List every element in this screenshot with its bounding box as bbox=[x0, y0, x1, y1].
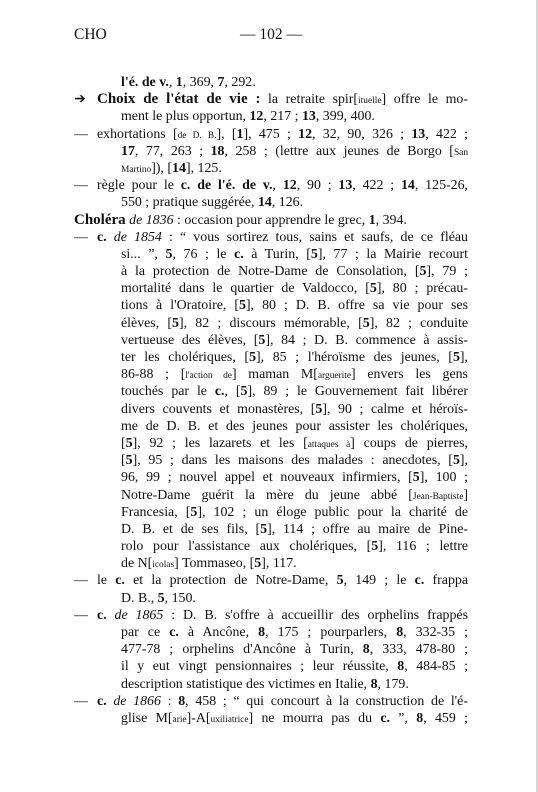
index-line: par ce c. à Ancône, 8, 175 ; pourparlers, 8, 332-35 ; bbox=[121, 625, 468, 640]
index-line: D. B., 5, 150. bbox=[121, 590, 196, 606]
index-line: D. B. et de ses fils, [5], 114 ; offre au maire de Pine- bbox=[121, 521, 468, 537]
index-line: Martino]), [14], 125. bbox=[121, 160, 222, 176]
index-line: — le c. et la protection de Notre-Dame, 5, 149 ; le c. frappa bbox=[74, 573, 468, 589]
index-line: ment le plus opportun, 12, 217 ; 13, 399, 400. bbox=[121, 109, 375, 125]
page-header bbox=[74, 26, 468, 46]
index-line: 477-78 ; orphelins d'Ancône à Turin, 8, 333, 478-80 ; bbox=[121, 642, 468, 658]
index-line: de N[icolas] Tommaseo, [5], 117. bbox=[121, 556, 297, 572]
index-line: Notre-Dame guérit la mère du jeune abbé [Jean-Baptiste] bbox=[121, 487, 468, 503]
index-line: glise M[arie]-A[uxiliatrice] ne mourra pas du c. ”, 8, 459 ; bbox=[121, 710, 468, 726]
index-line: ➔ Choix de l'état de vie : la retraite spir[ituelle] offre le mo- bbox=[74, 91, 468, 108]
index-line: divers couvents et monastères, [5], 90 ; calme et héroïs- bbox=[121, 401, 468, 417]
index-line: — c. de 1854 : “ vous sortirez tous, sains et saufs, de ce fléau bbox=[74, 229, 468, 245]
index-line: — exhortations [de D. B.], [1], 475 ; 12, 32, 90, 326 ; 13, 422 ; bbox=[74, 126, 468, 142]
index-line: il y eut vingt pensionnaires ; leur réussite, 8, 484-85 ; bbox=[121, 659, 468, 675]
index-line: ter les cholériques, [5], 85 ; l'héroïsme des jeunes, [5], bbox=[121, 350, 468, 365]
index-line: Choléra de 1836 : occasion pour apprendre le grec, 1, 394. bbox=[74, 211, 407, 228]
index-entries bbox=[74, 74, 468, 727]
index-line: vertueuse des élèves, [5], 84 ; D. B. commence à assis- bbox=[121, 332, 468, 348]
index-line: 550 ; pratique suggérée, 14, 126. bbox=[121, 195, 304, 211]
index-line: — c. de 1865 : D. B. s'offre à accueillir des orphelins frappés bbox=[74, 607, 468, 623]
index-line: rolo pour l'assistance aux cholériques, [5], 116 ; lettre bbox=[121, 539, 468, 555]
index-line: élèves, [5], 82 ; discours mémorable, [5], 82 ; conduite bbox=[121, 315, 468, 331]
index-line: tions à l'Oratoire, [5], 80 ; D. B. offre sa vie pour ses bbox=[121, 298, 468, 314]
index-line: 86-88 ; [l'action de] maman M[arguerite] envers les gens bbox=[121, 367, 468, 383]
index-line: si... ”, 5, 76 ; le c. à Turin, [5], 77 ; la Mairie recourt bbox=[121, 246, 468, 262]
index-line: [5], 95 ; dans les maisons des malades : anecdotes, [5], bbox=[121, 453, 468, 469]
running-head: CHO bbox=[74, 26, 107, 43]
index-line: description statistique des victimes en Italie, 8, 179. bbox=[121, 676, 409, 692]
index-line: me de D. B. et des jeunes pour assister les cholériques, bbox=[121, 418, 468, 434]
index-line: Francesia, [5], 102 ; un éloge public pour la charité de bbox=[121, 504, 468, 520]
index-line: [5], 92 ; les lazarets et les [attaques à] coups de pierres, bbox=[121, 435, 468, 451]
index-line: l'é. de v., 1, 369, 7, 292. bbox=[121, 75, 256, 90]
index-line: 17, 77, 263 ; 18, 258 ; (lettre aux jeunes de Borgo [San bbox=[121, 143, 468, 159]
index-line: mortalité dans le quartier de Valdocco, [5], 80 ; précau- bbox=[121, 281, 468, 297]
index-line: — règle pour le c. de l'é. de v., 12, 90 ; 13, 422 ; 14, 125-26, bbox=[74, 178, 468, 194]
index-line: à la protection de Notre-Dame de Consolation, [5], 79 ; bbox=[121, 264, 468, 280]
index-line: — c. de 1866 : 8, 458 ; “ qui concourt à la construction de l'é- bbox=[74, 693, 468, 709]
index-line: touchés par le c., [5], 89 ; le Gouvernement fait libérer bbox=[121, 384, 468, 400]
page-number: — 102 — bbox=[240, 26, 302, 43]
index-line: 96, 99 ; nouvel appel et nouveaux infirmiers, [5], 100 ; bbox=[121, 470, 468, 486]
